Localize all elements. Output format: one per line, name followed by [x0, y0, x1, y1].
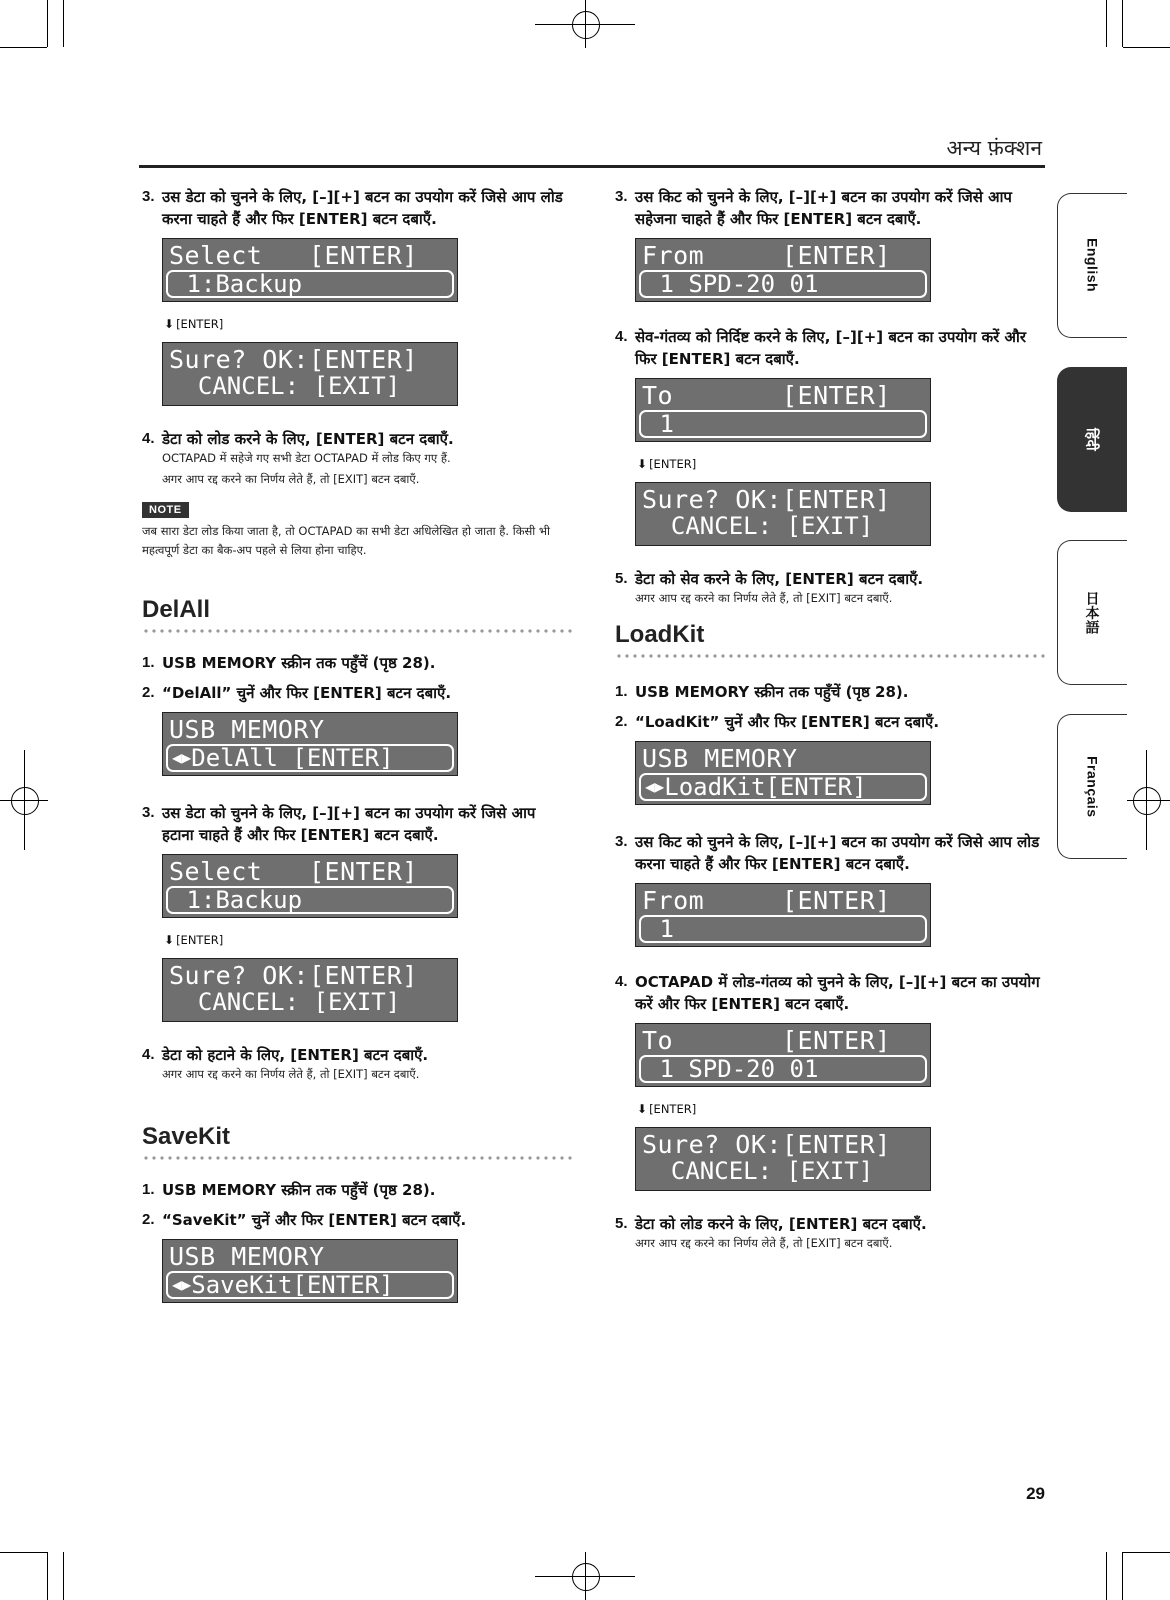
step-note: अगर आप रद्द करने का निर्णय लेते हैं, तो [EXIT] बटन दबाएँ.: [162, 472, 420, 486]
lcd-row-2: CANCEL: [EXIT]: [642, 1157, 874, 1185]
step-text: “SaveKit” चुनें और फिर [ENTER] बटन दबाएँ.: [162, 1211, 467, 1229]
section-heading: LoadKit: [615, 621, 705, 648]
step-note: अगर आप रद्द करने का निर्णय लेते हैं, तो [EXIT] बटन दबाएँ.: [635, 1236, 893, 1250]
step-number: 5.: [615, 1215, 628, 1232]
lcd-screen: [162, 854, 458, 918]
lcd-screen: [635, 238, 931, 302]
lcd-screen: [162, 238, 458, 302]
step-number: 3.: [142, 804, 155, 821]
step-text: उस डेटा को चुनने के लिए, [–][+] बटन का उपयोग करें जिसे आप हटाना चाहते हैं और फिर [ENTER] बटन दबाएँ.: [162, 804, 536, 844]
down-arrow-icon: ⬇: [637, 1102, 648, 1116]
step-number: 1.: [142, 654, 155, 671]
lcd-menu-item: LoadKit[ENTER]: [664, 773, 867, 801]
step-text: सेव-गंतव्य को निर्दिष्ट करने के लिए, [–][+] बटन का उपयोग करें और फिर [ENTER] बटन दबाएँ.: [635, 328, 1026, 368]
step-number: 4.: [142, 430, 155, 447]
lcd-row-2: [639, 773, 927, 801]
lcd-screen: [635, 1023, 931, 1087]
down-arrow-icon: ⬇: [637, 457, 648, 471]
tab-japanese-label: 日本語: [1084, 590, 1101, 635]
lcd-row-1: To [ENTER]: [642, 1026, 891, 1055]
dotted-rule: [142, 628, 572, 634]
step-text: USB MEMORY स्क्रीन तक पहुँचें (पृष्ठ 28).: [162, 1181, 436, 1199]
page-number: 29: [1026, 1484, 1045, 1503]
step-number: 4.: [615, 973, 628, 990]
loadkit-step-1: [615, 681, 1045, 703]
lcd-row-1: To [ENTER]: [642, 381, 891, 410]
enter-hint-label: [ENTER]: [649, 457, 697, 471]
down-arrow-icon: ⬇: [164, 933, 175, 947]
lcd-row-2: CANCEL: [EXIT]: [642, 512, 874, 540]
step-text: उस किट को चुनने के लिए, [–][+] बटन का उपयोग करें जिसे आप सहेजना चाहते हैं और फिर [ENTER] बटन दबाएँ.: [635, 188, 1012, 228]
lcd-screen: [635, 883, 931, 947]
tab-japanese[interactable]: [1057, 540, 1127, 685]
page-header-title: अन्य फ़ंक्शन: [946, 136, 1042, 160]
step-note: अगर आप रद्द करने का निर्णय लेते हैं, तो [EXIT] बटन दबाएँ.: [635, 591, 893, 605]
note-badge: NOTE: [142, 502, 189, 518]
savekit-step-3: [615, 186, 1045, 230]
tab-french-label: Français: [1084, 755, 1101, 818]
load-step-3: [142, 186, 572, 230]
delall-section: [142, 596, 572, 1083]
lcd-screen: [162, 712, 458, 776]
step-text: “DelAll” चुनें और फिर [ENTER] बटन दबाएँ.: [162, 684, 452, 702]
step-note: अगर आप रद्द करने का निर्णय लेते हैं, तो [EXIT] बटन दबाएँ.: [162, 1067, 420, 1081]
delall-step-2: [142, 682, 572, 704]
step-text: उस डेटा को चुनने के लिए, [–][+] बटन का उपयोग करें जिसे आप लोड करना चाहते हैं और फिर [ENTER] बटन दबाएँ.: [162, 188, 563, 228]
lcd-screen: [162, 1239, 458, 1303]
left-column: [142, 186, 572, 1303]
load-step-4: [142, 428, 572, 450]
step-number: 2.: [142, 684, 155, 701]
step-text: USB MEMORY स्क्रीन तक पहुँचें (पृष्ठ 28).: [162, 654, 436, 672]
lcd-row-1: From [ENTER]: [642, 241, 891, 270]
lcd-row-2: 1 SPD-20 01: [639, 1055, 927, 1083]
lcd-row-2: 1:Backup: [166, 270, 454, 298]
step-text: डेटा को सेव करने के लिए, [ENTER] बटन दबाएँ.: [635, 570, 924, 588]
header-rule: [139, 165, 1045, 168]
lcd-row-1: USB MEMORY: [642, 744, 798, 773]
lcd-row-2: 1: [639, 915, 927, 943]
step-number: 5.: [615, 570, 628, 587]
step-text: OCTAPAD में लोड-गंतव्य को चुनने के लिए, [–][+] बटन का उपयोग करें और फिर [ENTER] बटन दबाएँ.: [635, 973, 1040, 1013]
step-number: 1.: [615, 683, 628, 700]
lcd-menu-item: SaveKit[ENTER]: [191, 1271, 394, 1299]
lcd-screen: [162, 342, 458, 406]
dotted-rule: [142, 1155, 572, 1161]
savekit-step-5: [615, 568, 1045, 590]
lcd-screen: [162, 958, 458, 1022]
step-number: 2.: [615, 713, 628, 730]
lcd-row-1: Sure? OK:[ENTER]: [169, 345, 418, 374]
enter-hint: [637, 1099, 1045, 1119]
step-number: 2.: [142, 1211, 155, 1228]
section-heading: SaveKit: [142, 1123, 231, 1150]
right-column: [615, 186, 1045, 1252]
delall-step-1: [142, 652, 572, 674]
step-number: 1.: [142, 1181, 155, 1198]
step-note: OCTAPAD में सहेजे गए सभी डेटा OCTAPAD में लोड किए गए हैं.: [162, 451, 451, 465]
loadkit-step-3: [615, 831, 1045, 875]
lcd-row-2: CANCEL: [EXIT]: [169, 372, 401, 400]
enter-hint-label: [ENTER]: [176, 933, 224, 947]
lcd-row-1: From [ENTER]: [642, 886, 891, 915]
delall-step-4: [142, 1044, 572, 1066]
enter-hint-label: [ENTER]: [176, 317, 224, 331]
cursor-arrows-icon: ◀▶: [172, 748, 192, 767]
step-number: 4.: [615, 328, 628, 345]
enter-hint-label: [ENTER]: [649, 1102, 697, 1116]
lcd-screen: [635, 378, 931, 442]
lcd-row-2: CANCEL: [EXIT]: [169, 988, 401, 1016]
delall-step-3: [142, 802, 572, 846]
cursor-arrows-icon: ◀▶: [172, 1275, 192, 1294]
step-text: डेटा को लोड करने के लिए, [ENTER] बटन दबाएँ.: [162, 430, 454, 448]
lcd-row-1: Sure? OK:[ENTER]: [642, 1130, 891, 1159]
step-text: USB MEMORY स्क्रीन तक पहुँचें (पृष्ठ 28).: [635, 683, 909, 701]
step-number: 3.: [615, 833, 628, 850]
note-text: जब सारा डेटा लोड किया जाता है, तो OCTAPAD का सभी डेटा अधिलेखित हो जाता है. किसी भी महत्वपूर्ण डेटा का बैक-अप पहले से लिया होना चाहिए.: [142, 524, 550, 557]
lcd-row-2: [166, 744, 454, 772]
lcd-row-1: Sure? OK:[ENTER]: [169, 961, 418, 990]
step-number: 3.: [615, 188, 628, 205]
down-arrow-icon: ⬇: [164, 317, 175, 331]
loadkit-step-5: [615, 1213, 1045, 1235]
step-text: डेटा को लोड करने के लिए, [ENTER] बटन दबाएँ.: [635, 1215, 927, 1233]
cursor-arrows-icon: ◀▶: [645, 777, 665, 796]
lcd-row-2: 1: [639, 410, 927, 438]
lcd-row-1: Select [ENTER]: [169, 241, 418, 270]
lcd-screen: [635, 1127, 931, 1191]
step-text: “LoadKit” चुनें और फिर [ENTER] बटन दबाएँ.: [635, 713, 940, 731]
lcd-row-2: 1 SPD-20 01: [639, 270, 927, 298]
tab-english-label: English: [1084, 238, 1101, 293]
step-number: 3.: [142, 188, 155, 205]
step-text: डेटा को हटाने के लिए, [ENTER] बटन दबाएँ.: [162, 1046, 429, 1064]
section-heading: DelAll: [142, 596, 211, 623]
savekit-step-2: [142, 1209, 572, 1231]
lcd-row-1: Select [ENTER]: [169, 857, 418, 886]
lcd-screen: [635, 482, 931, 546]
step-number: 4.: [142, 1046, 155, 1063]
step-text: उस किट को चुनने के लिए, [–][+] बटन का उपयोग करें जिसे आप लोड करना चाहते हैं और फिर [ENTER] बटन दबाएँ.: [635, 833, 1040, 873]
lcd-screen: [635, 741, 931, 805]
lcd-menu-item: DelAll [ENTER]: [191, 744, 394, 772]
tab-french[interactable]: [1057, 714, 1127, 859]
lcd-row-2: 1:Backup: [166, 886, 454, 914]
loadkit-step-2: [615, 711, 1045, 733]
lcd-row-1: Sure? OK:[ENTER]: [642, 485, 891, 514]
dotted-rule: [615, 653, 1045, 659]
savekit-section: [142, 1123, 572, 1303]
lcd-row-1: USB MEMORY: [169, 715, 325, 744]
lcd-row-2: [166, 1271, 454, 1299]
tab-hindi[interactable]: [1057, 367, 1127, 512]
loadkit-section: [615, 621, 1045, 1252]
savekit-step-4: [615, 326, 1045, 370]
enter-hint: [164, 314, 572, 334]
lcd-row-1: USB MEMORY: [169, 1242, 325, 1271]
loadkit-step-4: [615, 971, 1045, 1015]
enter-hint: [637, 454, 1045, 474]
tab-english[interactable]: [1057, 193, 1127, 338]
enter-hint: [164, 930, 572, 950]
note-block: [142, 498, 572, 560]
savekit-step-1: [142, 1179, 572, 1201]
tab-hindi-label: हिंदी: [1084, 427, 1100, 452]
